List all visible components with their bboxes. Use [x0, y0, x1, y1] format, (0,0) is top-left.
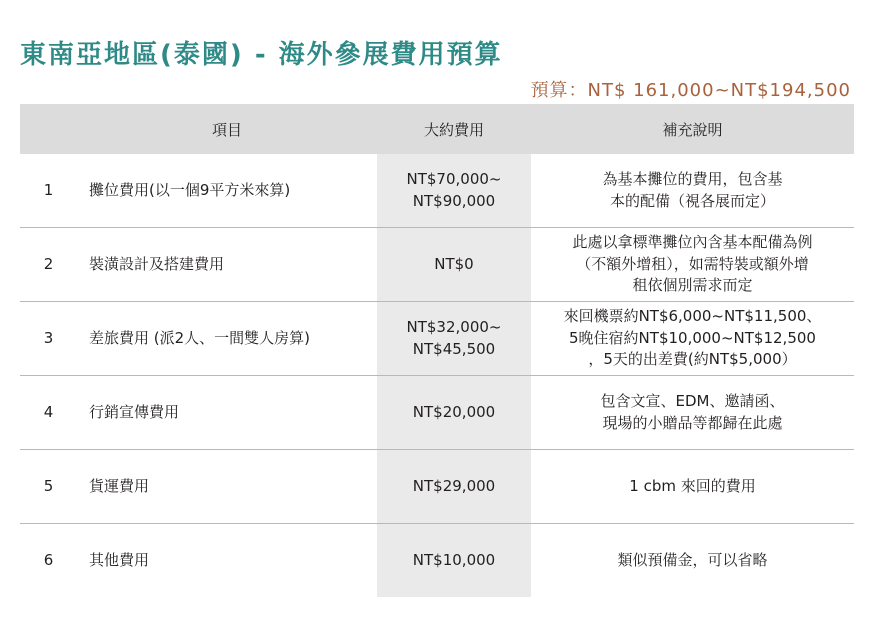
row-item: 貨運費用 — [77, 450, 377, 524]
row-note — [531, 302, 854, 376]
row-item: 攤位費用(以一個9平方米來算) — [89, 180, 291, 199]
note-line: 此處以拿標準攤位內含基本配備為例 — [572, 232, 813, 251]
cost-line: NT$20,000 — [412, 402, 496, 421]
note-line: 為基本攤位的費用，包含基 — [602, 169, 783, 188]
cost-table — [20, 104, 854, 597]
cost-line: NT$32,000~ — [406, 317, 502, 336]
row-cost — [377, 154, 531, 228]
table-row — [20, 228, 854, 302]
row-cost — [377, 376, 531, 450]
note-line: 本的配備（視各展而定） — [609, 191, 775, 210]
row-item: 行銷宣傳費用 — [77, 376, 377, 450]
table-row — [20, 524, 854, 598]
note-line: 類似預備金，可以省略 — [617, 550, 768, 569]
row-number: 1 — [43, 180, 54, 199]
note-line: 1 cbm 來回的費用 — [629, 476, 756, 495]
table-header-row — [20, 104, 854, 154]
row-item: 裝潢設計及搭建費用 — [77, 228, 377, 302]
row-item: 其他費用 — [77, 524, 377, 598]
row-note — [531, 154, 854, 228]
note-line: 租依個別需求而定 — [632, 276, 753, 295]
table-row — [20, 154, 854, 228]
row-cost — [377, 450, 531, 524]
row-number: 6 — [20, 524, 77, 598]
note-line: （不額外增租），如需特裝或額外增 — [576, 254, 809, 273]
cost-line: NT$90,000 — [412, 191, 496, 210]
cost-line: NT$45,500 — [412, 339, 496, 358]
table-row — [20, 302, 854, 376]
budget-range: 預算：NT$ 161,000~NT$194,500 — [530, 80, 851, 101]
note-line: 現場的小贈品等都歸在此處 — [602, 413, 783, 432]
table-row — [20, 450, 854, 524]
row-note — [531, 228, 854, 302]
row-number: 5 — [20, 450, 77, 524]
row-note — [531, 376, 854, 450]
cost-line: NT$10,000 — [412, 550, 496, 569]
cost-line: NT$70,000~ — [406, 169, 502, 188]
cost-line: NT$0 — [434, 254, 474, 273]
header-note: 補充說明 — [531, 104, 854, 154]
note-line: 來回機票約NT$6,000~NT$11,500、 — [563, 306, 822, 325]
header-cost: 大約費用 — [377, 104, 531, 154]
page-title: 東南亞地區(泰國) - 海外參展費用預算 — [20, 40, 503, 70]
row-note — [531, 524, 854, 598]
row-item: 差旅費用 (派2人、一間雙人房算) — [77, 302, 377, 376]
note-line: ，5天的出差費(約NT$5,000） — [588, 350, 797, 369]
row-note — [531, 450, 854, 524]
row-number: 3 — [20, 302, 77, 376]
cost-line: NT$29,000 — [412, 476, 496, 495]
header-index — [20, 104, 77, 154]
row-cost — [377, 524, 531, 598]
note-line: 包含文宣、EDM、邀請函、 — [600, 391, 785, 410]
row-cost — [377, 302, 531, 376]
table-row — [20, 376, 854, 450]
row-number: 2 — [20, 228, 77, 302]
header-item: 項目 — [77, 104, 377, 154]
row-cost — [377, 228, 531, 302]
note-line: 5晚住宿約NT$10,000~NT$12,500 — [569, 328, 816, 347]
row-number: 4 — [20, 376, 77, 450]
